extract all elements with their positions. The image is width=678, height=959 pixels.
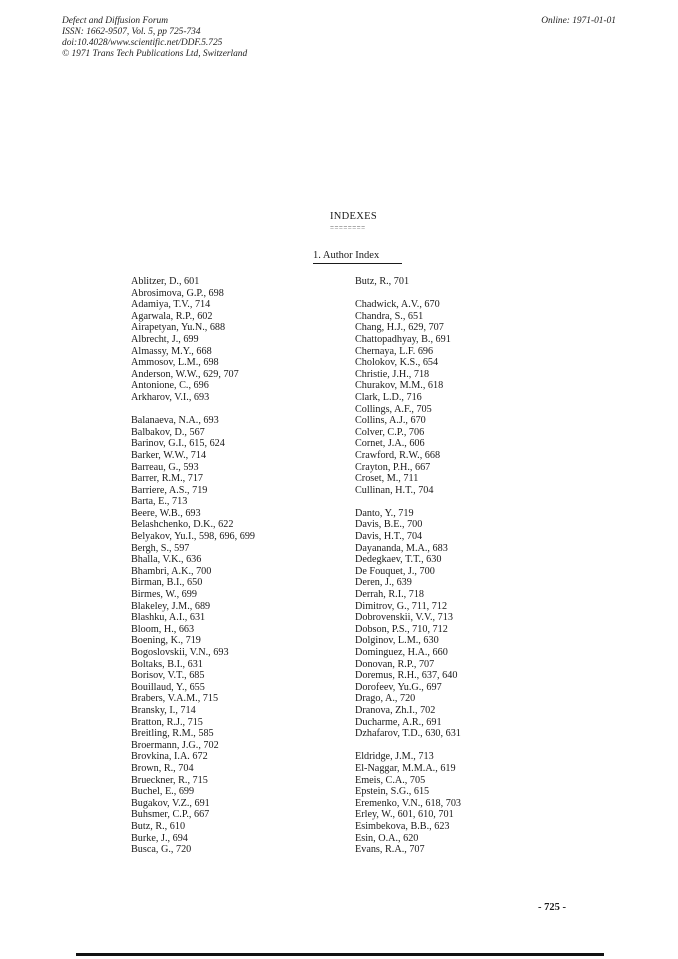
author-entry: Bergh, S., 597	[131, 542, 190, 554]
author-entry: Butz, R., 701	[355, 276, 410, 287]
author-entry: El-Naggar, M.M.A., 619	[355, 762, 456, 774]
author-entry: Donovan, R.P., 707	[355, 658, 435, 670]
author-entry: Eldridge, J.M., 713	[355, 751, 434, 763]
author-entry: Dobrovenskii, V.V., 713	[355, 612, 453, 624]
list-spacer	[355, 288, 461, 300]
author-entry: Bratton, R.J., 715	[131, 716, 203, 728]
section-heading: 1. Author Index	[313, 250, 380, 261]
list-spacer	[355, 496, 461, 508]
section-underline	[313, 263, 402, 264]
author-entry: Bransky, I., 714	[131, 704, 196, 716]
list-spacer	[131, 404, 255, 416]
author-entry: Doremus, R.H., 637, 640	[355, 670, 458, 682]
author-entry: Cullinan, H.T., 704	[355, 484, 434, 496]
author-entry: Esin, O.A., 620	[355, 832, 419, 844]
author-entry: Chandra, S., 651	[355, 310, 424, 322]
author-entry: Arkharov, V.I., 693	[131, 391, 210, 403]
author-list-right	[355, 276, 461, 856]
author-entry: Dedegkaev, T.T., 630	[355, 554, 442, 566]
author-entry: Ablitzer, D., 601	[131, 276, 200, 287]
author-entry: Albrecht, J., 699	[131, 333, 199, 345]
author-entry: Dorofeev, Yu.G., 697	[355, 681, 442, 693]
author-entry: Dominguez, H.A., 660	[355, 647, 448, 658]
author-entry: Agarwala, R.P., 602	[131, 310, 213, 322]
author-entry: Almassy, M.Y., 668	[131, 345, 212, 357]
author-entry: Brabers, V.A.M., 715	[131, 693, 219, 705]
author-entry: Barta, E., 713	[131, 496, 188, 508]
author-entry: Antonione, C., 696	[131, 380, 209, 392]
author-entry: Bouillaud, Y., 655	[131, 681, 205, 693]
author-entry: Blashku, A.I., 631	[131, 612, 206, 624]
author-entry: Collings, A.F., 705	[355, 403, 432, 415]
page-title: INDEXES	[330, 211, 378, 222]
author-entry: Dayananda, M.A., 683	[355, 542, 448, 554]
author-entry: Esimbekova, B.B., 623	[355, 820, 450, 832]
author-entry: Drago, A., 720	[355, 693, 416, 705]
author-entry: Borisov, V.T., 685	[131, 670, 205, 682]
author-entry: Chang, H.J., 629, 707	[355, 322, 444, 334]
author-entry: De Fouquet, J., 700	[355, 565, 435, 577]
author-entry: Boening, K., 719	[131, 635, 201, 647]
author-entry: Birman, B.I., 650	[131, 577, 203, 589]
author-entry: Barrer, R.M., 717	[131, 473, 204, 485]
author-entry: Airapetyan, Yu.N., 688	[131, 322, 226, 334]
journal-header	[62, 16, 247, 60]
author-entry: Dimitrov, G., 711, 712	[355, 600, 448, 612]
author-entry: Buhsmer, C.P., 667	[131, 809, 210, 821]
author-entry: Dranova, Zh.I., 702	[355, 704, 436, 716]
author-entry: Bogoslovskii, V.N., 693	[131, 647, 229, 658]
author-entry: Brovkina, I.A. 672	[131, 751, 208, 763]
author-entry: Bloom, H., 663	[131, 623, 195, 635]
author-list-left	[131, 276, 255, 856]
page-number: - 725 -	[538, 902, 566, 913]
author-entry: Brown, R., 704	[131, 762, 194, 774]
author-entry: Chattopadhyay, B., 691	[355, 333, 451, 345]
author-entry: Busca, G., 720	[131, 844, 192, 856]
author-entry: Ammosov, L.M., 698	[131, 357, 219, 369]
author-entry: Churakov, M.M., 618	[355, 380, 444, 392]
author-entry: Emeis, C.A., 705	[355, 774, 426, 786]
author-entry: Christie, J.H., 718	[355, 368, 430, 380]
author-entry: Danto, Y., 719	[355, 507, 414, 519]
author-entry: Erley, W., 601, 610, 701	[355, 809, 454, 821]
author-entry: Colver, C.P., 706	[355, 426, 425, 438]
author-entry: Beere, W.B., 693	[131, 507, 201, 519]
author-entry: Derrah, R.I., 718	[355, 589, 425, 601]
author-entry: Butz, R., 610	[131, 820, 186, 832]
author-entry: Dolginov, L.M., 630	[355, 635, 439, 647]
author-entry: Deren, J., 639	[355, 577, 412, 589]
author-entry: Collins, A.J., 670	[355, 415, 426, 427]
author-entry: Epstein, S.G., 615	[355, 786, 430, 798]
author-entry: Dobson, P.S., 710, 712	[355, 623, 448, 635]
bottom-rule	[76, 953, 604, 956]
author-entry: Barinov, G.I., 615, 624	[131, 438, 225, 450]
list-spacer	[355, 740, 461, 752]
author-entry: Balanaeva, N.A., 693	[131, 415, 219, 427]
author-entry: Burke, J., 694	[131, 832, 188, 844]
author-entry: Belyakov, Yu.I., 598, 696, 699	[131, 531, 256, 543]
online-date: Online: 1971-01-01	[541, 16, 616, 26]
author-entry: Abrosimova, G.P., 698	[131, 287, 224, 299]
author-entry: Crayton, P.H., 667	[355, 461, 431, 473]
author-entry: Brueckner, R., 715	[131, 774, 208, 786]
author-entry: Barker, W.W., 714	[131, 449, 207, 461]
author-entry: Barreau, G., 593	[131, 461, 199, 473]
author-entry: Davis, B.E., 700	[355, 519, 423, 531]
author-entry: Broermann, J.G., 702	[131, 739, 219, 751]
author-entry: Crawford, R.W., 668	[355, 449, 441, 461]
copyright-line: © 1971 Trans Tech Publications Ltd, Switzerland	[62, 49, 248, 59]
author-entry: Croset, M., 711	[355, 473, 419, 485]
author-entry: Blakeley, J.M., 689	[131, 600, 211, 612]
author-entry: Barriere, A.S., 719	[131, 484, 208, 496]
author-entry: Breitling, R.M., 585	[131, 728, 214, 740]
author-entry: Bhambri, A.K., 700	[131, 565, 212, 577]
author-entry: Davis, H.T., 704	[355, 531, 423, 543]
author-entry: Evans, R.A., 707	[355, 844, 425, 856]
author-entry: Cornet, J.A., 606	[355, 438, 425, 450]
author-entry: Ducharme, A.R., 691	[355, 716, 442, 728]
author-entry: Belashchenko, D.K., 622	[131, 519, 234, 531]
author-entry: Boltaks, B.I., 631	[131, 658, 203, 670]
author-entry: Balbakov, D., 567	[131, 426, 205, 438]
author-entry: Eremenko, V.N., 618, 703	[355, 797, 462, 809]
author-entry: Adamiya, T.V., 714	[131, 299, 211, 311]
author-entry: Anderson, W.W., 629, 707	[131, 368, 239, 380]
author-entry: Clark, L.D., 716	[355, 391, 422, 403]
title-underline: ========	[330, 224, 366, 232]
author-entry: Birmes, W., 699	[131, 589, 197, 601]
author-entry: Chadwick, A.V., 670	[355, 299, 440, 311]
author-entry: Buchel, E., 699	[131, 786, 195, 798]
author-entry: Dzhafarov, T.D., 630, 631	[355, 728, 461, 740]
author-entry: Bugakov, V.Z., 691	[131, 797, 210, 809]
author-entry: Cholokov, K.S., 654	[355, 357, 439, 369]
doi-line: doi:10.4028/www.scientific.net/DDF.5.725	[62, 38, 223, 48]
issn-line: ISSN: 1662-9507, Vol. 5, pp 725-734	[62, 27, 201, 37]
author-entry: Chernaya, L.F. 696	[355, 345, 434, 357]
author-entry: Bhalla, V.K., 636	[131, 554, 202, 566]
journal-name: Defect and Diffusion Forum	[62, 16, 168, 26]
